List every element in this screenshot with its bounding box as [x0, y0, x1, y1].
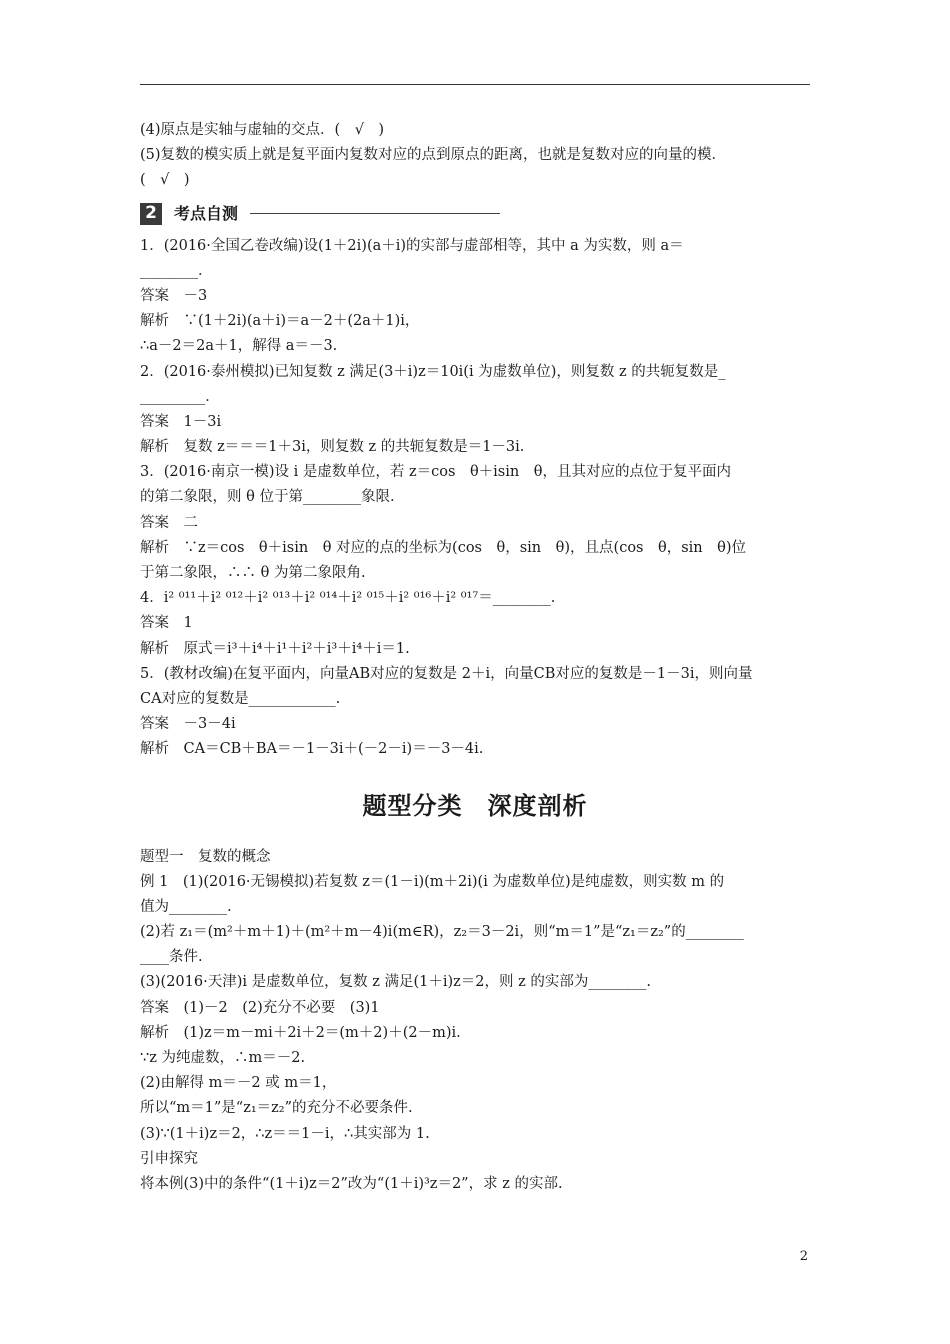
header-rule — [140, 84, 810, 85]
analysis-line: 解析 复数 z＝＝＝1＋3i，则复数 z 的共轭复数是＝1－3i. — [140, 439, 525, 456]
analysis-line: 解析 CA＝CB＋BA＝－1－3i＋(－2－i)＝－3－4i. — [140, 741, 484, 758]
text-line: 所以“m＝1”是“z₁＝z₂”的充分不必要条件. — [140, 1100, 413, 1117]
analysis-line: 解析 ∵(1＋2i)(a＋i)＝a－2＋(2a＋1)i， — [140, 313, 420, 330]
text-line: (5)复数的模实质上就是复平面内复数对应的点到原点的距离，也就是复数对应的向量的模． — [140, 147, 727, 164]
analysis-line: 解析 (1)z＝m－mi＋2i＋2＝(m＋2)＋(2－m)i. — [140, 1024, 461, 1041]
text-line: 3．(2016·南京一模)设 i 是虚数单位，若 z＝cos θ＋isin θ，且其对应的点位于复平面内 — [140, 464, 731, 481]
text-line: 例 1 (1)(2016·无锡模拟)若复数 z＝(1－i)(m＋2i)(i 为虚数单位)是纯虚数，则实数 m 的 — [140, 873, 725, 890]
section-title: 考点自测 — [174, 203, 239, 223]
analysis-line: 解析 ∵z＝cos θ＋isin θ 对应的点的坐标为(cos θ，sin θ)，且点(cos θ，sin θ)位 — [140, 539, 747, 556]
text-line: ( √ ) — [140, 172, 190, 189]
chapter-title: 题型分类 深度剖析 — [362, 791, 588, 820]
text-line: (3)∵(1＋i)z＝2，∴z＝＝1－i，∴其实部为 1. — [140, 1125, 430, 1142]
analysis-line: 解析 原式＝i³＋i⁴＋i¹＋i²＋i³＋i⁴＋i＝1. — [140, 640, 410, 657]
text-line: ________． — [140, 262, 213, 279]
text-line: ∵z 为纯虚数，∴m＝－2. — [140, 1050, 306, 1066]
text-line: 于第二象限，∴∴ θ 为第二象限角. — [140, 565, 366, 581]
answer-line: 答案 (1)－2 (2)充分不必要 (3)1 — [140, 999, 380, 1016]
answer-line: 答案 1 — [140, 615, 193, 632]
text-line: CA对应的复数是____________. — [140, 690, 341, 707]
text-line: 题型一 复数的概念 — [140, 848, 271, 865]
text-line: 值为________. — [140, 898, 232, 915]
text-line: 将本例(3)中的条件“(1＋i)z＝2”改为“(1＋i)³z＝2”，求 z 的实部. — [140, 1175, 563, 1192]
text-line: ____条件. — [140, 949, 203, 966]
self-test-problems — [140, 234, 810, 763]
text-line: (2)由解得 m＝－2 或 m＝1， — [140, 1075, 337, 1092]
text-line: 5．(教材改编)在复平面内，向量AB对应的复数是 2＋i，向量CB对应的复数是－1－3i，则向量 — [140, 665, 753, 682]
text-line: (3)(2016·天津)i 是虚数单位，复数 z 满足(1＋i)z＝2，则 z 的实部为________. — [140, 974, 651, 991]
text-line: _________． — [140, 388, 220, 405]
judgement-items — [140, 118, 810, 194]
text-line: ∴a－2＝2a＋1，解得 a＝－3. — [140, 338, 338, 355]
section-heading — [140, 196, 810, 232]
text-line: 引申探究 — [140, 1150, 198, 1167]
text-line: (2)若 z₁＝(m²＋m＋1)＋(m²＋m－4)i(m∈R)，z₂＝3－2i，则“m＝1”是“z₁＝z₂”的________ — [140, 924, 744, 941]
answer-line: 答案 －3 — [140, 287, 208, 304]
page-content — [140, 118, 810, 1197]
answer-line: 答案 1－3i — [140, 413, 222, 430]
section-rule — [250, 213, 500, 214]
text-line: (4)原点是实轴与虚轴的交点．( √ ) — [140, 122, 385, 138]
text-line: 1．(2016·全国乙卷改编)设(1＋2i)(a＋i)的实部与虚部相等，其中 a 为实数，则 a＝ — [140, 237, 684, 254]
page-number: 2 — [799, 1249, 808, 1264]
text-line: 2．(2016·泰州模拟)已知复数 z 满足(3＋i)z＝10i(i 为虚数单位)，则复数 z 的共轭复数是_ — [140, 363, 726, 380]
text-line: 的第二象限，则 θ 位于第________象限. — [140, 489, 395, 506]
example-section — [140, 845, 810, 1198]
answer-line: 答案 －3－4i — [140, 716, 236, 733]
answer-line: 答案 二 — [140, 514, 198, 531]
text-line: 4．i² ⁰¹¹＋i² ⁰¹²＋i² ⁰¹³＋i² ⁰¹⁴＋i² ⁰¹⁵＋i² ⁰¹⁶＋i² ⁰¹⁷＝________. — [140, 590, 556, 607]
section-number-badge: 2 — [140, 203, 162, 225]
